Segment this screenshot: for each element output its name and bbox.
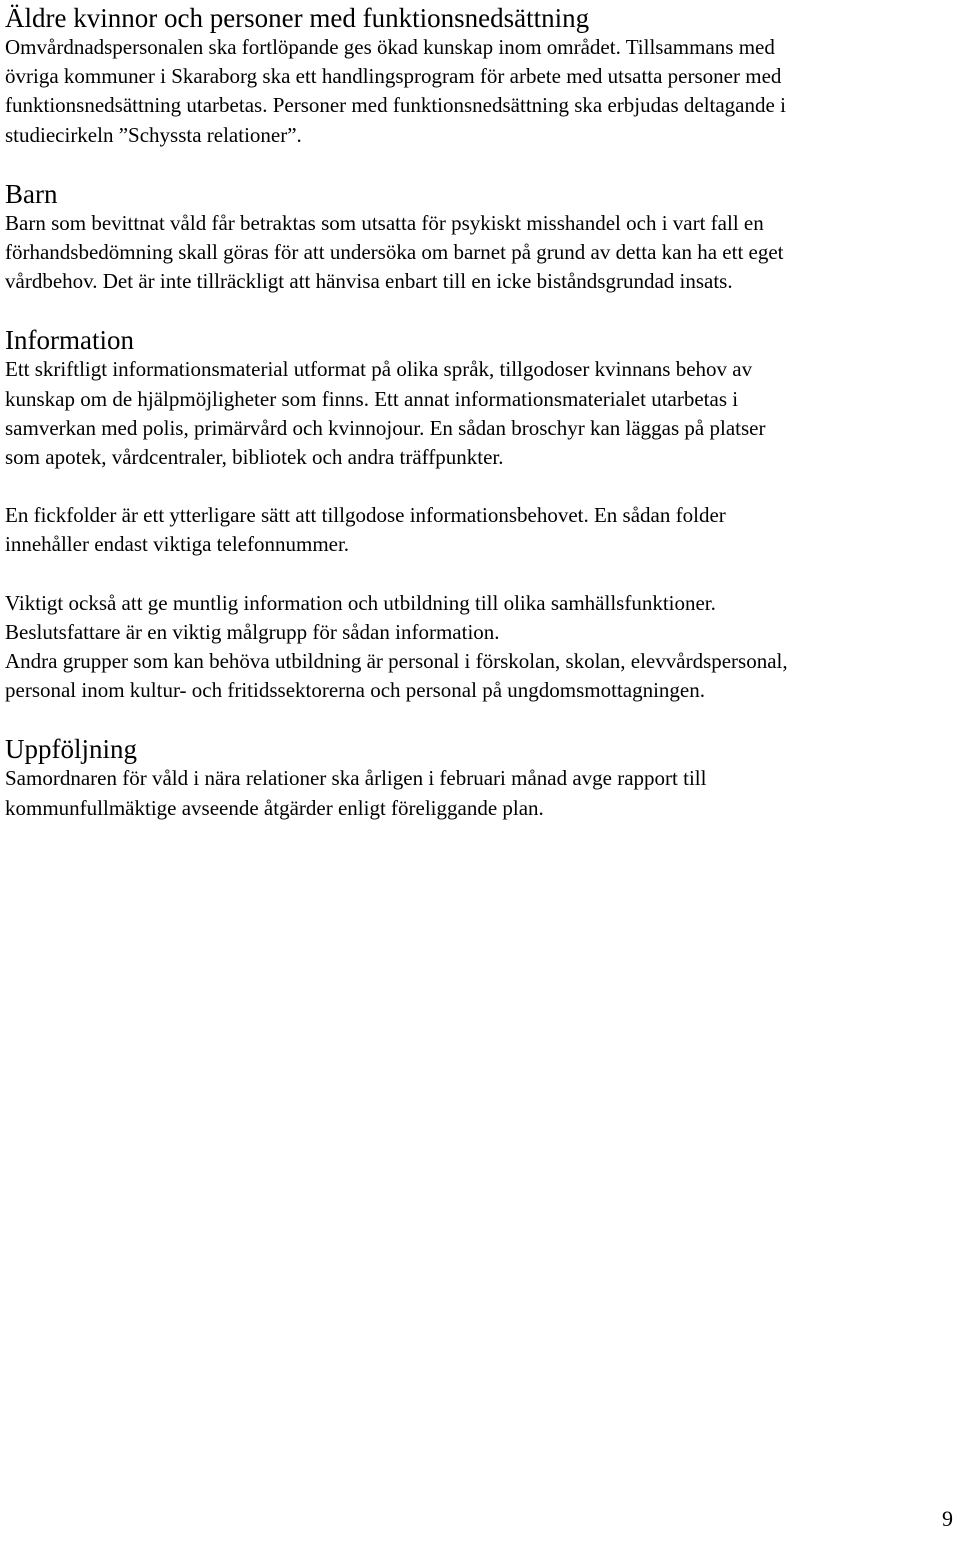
text-line: Beslutsfattare är en viktig målgrupp för sådan information. xyxy=(5,619,500,644)
section-heading: Information xyxy=(5,325,134,356)
text-line: förhandsbedömning skall göras för att undersöka om barnet på grund av detta kan ha ett eget xyxy=(5,240,784,265)
text-line: samverkan med polis, primärvård och kvinnojour. En sådan broschyr kan läggas på platser xyxy=(5,415,766,440)
paragraph xyxy=(5,355,955,472)
section-children xyxy=(5,179,955,297)
document-page xyxy=(5,0,955,823)
section-heading: Barn xyxy=(5,178,58,209)
section-elderly-disabled xyxy=(5,0,955,150)
text-line: funktionsnedsättning utarbetas. Personer med funktionsnedsättning ska erbjudas deltagande i xyxy=(5,93,786,118)
section-information xyxy=(5,325,955,705)
text-line: Samordnaren för våld i nära relationer ska årligen i februari månad avge rapport till xyxy=(5,766,707,791)
text-line: vårdbehov. Det är inte tillräckligt att hänvisa enbart till en icke biståndsgrundad insats. xyxy=(5,269,733,294)
text-line: övriga kommuner i Skaraborg ska ett handlingsprogram för arbete med utsatta personer med xyxy=(5,64,782,89)
text-line: personal inom kultur- och fritidssektorerna och personal på ungdomsmottagningen. xyxy=(5,678,706,703)
section-heading: Uppföljning xyxy=(5,734,137,765)
text-line: studiecirkeln ”Schyssta relationer”. xyxy=(5,122,302,147)
paragraph xyxy=(5,501,955,559)
text-line: innehåller endast viktiga telefonnummer. xyxy=(5,532,350,557)
text-line: kommunfullmäktige avseende åtgärder enligt föreliggande plan. xyxy=(5,795,544,820)
section-follow-up xyxy=(5,734,955,822)
text-line: Omvårdnadspersonalen ska fortlöpande ges ökad kunskap inom området. Tillsammans med xyxy=(5,35,775,59)
text-line: Barn som bevittnat våld får betraktas som utsatta för psykiskt misshandel och i vart fall en xyxy=(5,210,764,235)
paragraph xyxy=(5,589,955,706)
paragraph xyxy=(5,209,955,297)
text-line: Ett skriftligt informationsmaterial utformat på olika språk, tillgodoser kvinnans behov av xyxy=(5,357,753,382)
text-line: kunskap om de hjälpmöjligheter som finns. Ett annat informationsmaterialet utarbetas i xyxy=(5,386,739,411)
page-number: 9 xyxy=(942,1506,953,1531)
text-line: Andra grupper som kan behöva utbildning är personal i förskolan, skolan, elevvårdspersonal, xyxy=(5,649,788,674)
paragraph xyxy=(5,33,955,150)
text-line: En fickfolder är ett ytterligare sätt att tillgodose informationsbehovet. En sådan folder xyxy=(5,503,726,528)
text-line: som apotek, vårdcentraler, bibliotek och andra träffpunkter. xyxy=(5,445,504,470)
paragraph xyxy=(5,764,955,822)
text-line: Viktigt också att ge muntlig information och utbildning till olika samhällsfunktioner. xyxy=(5,590,716,615)
section-heading: Äldre kvinnor och personer med funktionsnedsättning xyxy=(5,3,590,33)
